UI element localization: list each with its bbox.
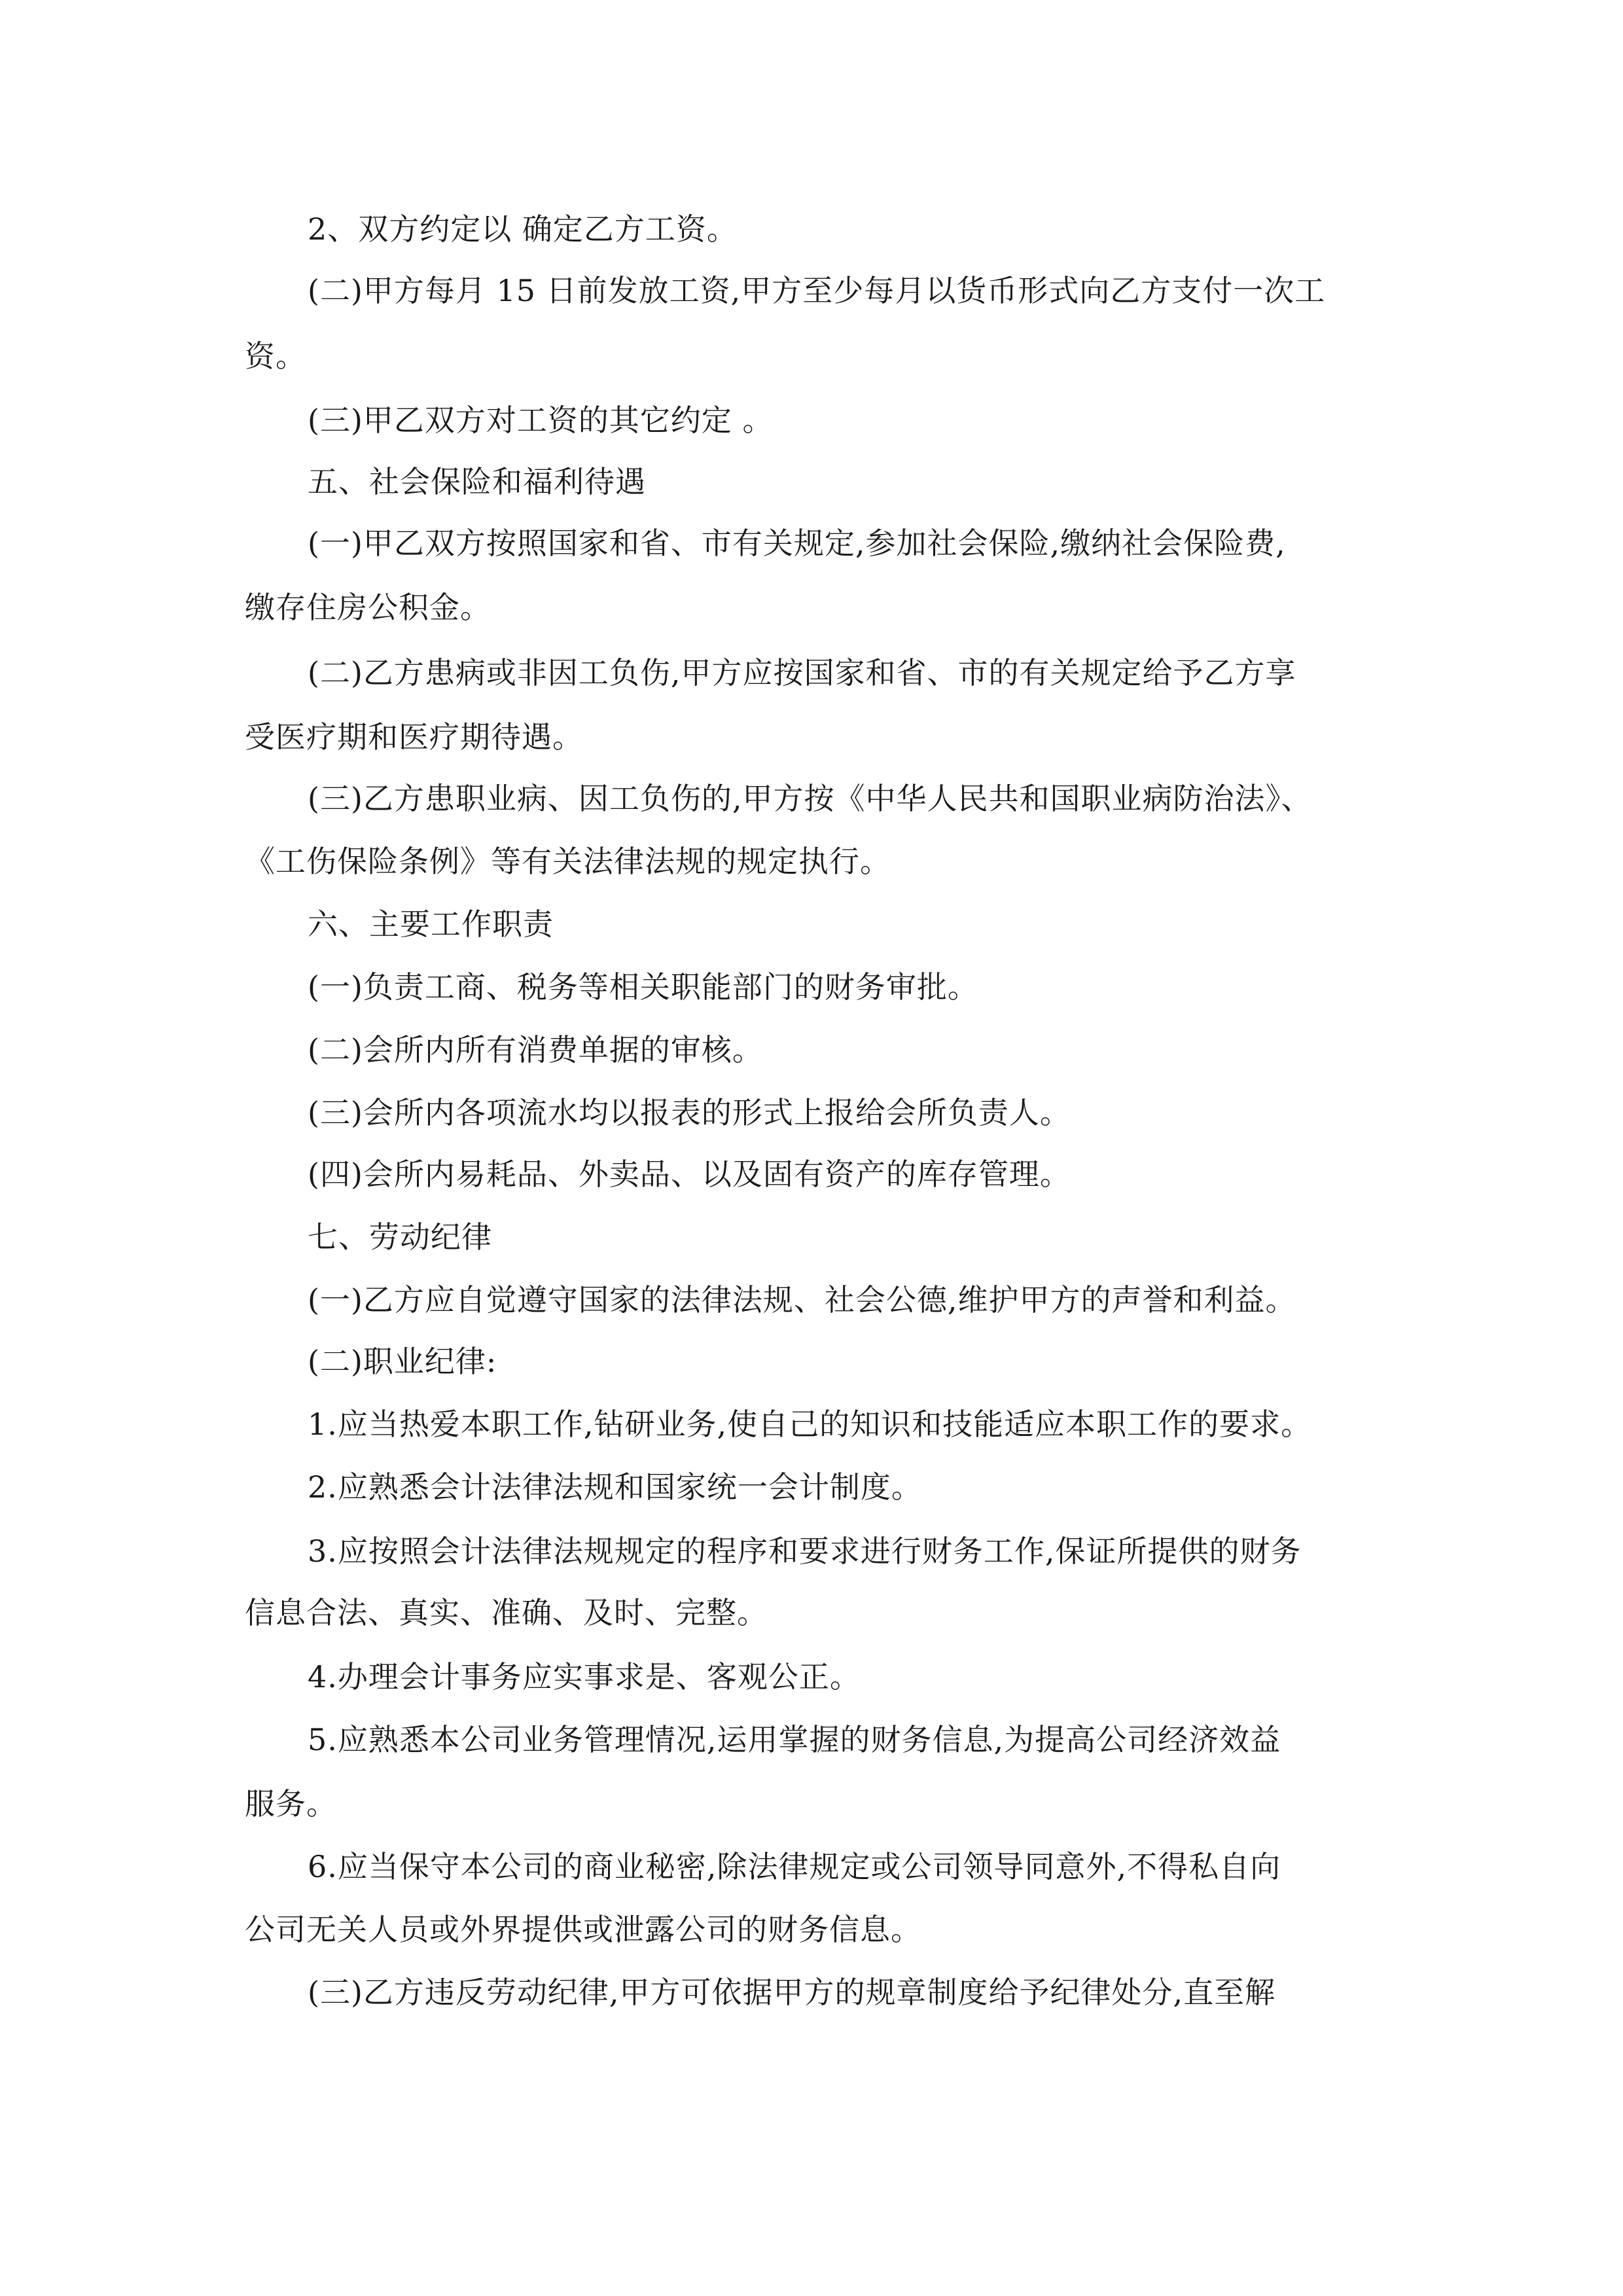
text-line: (一)负责工商、税务等相关职能部门的财务审批。 [308, 969, 978, 1005]
section-heading: 七、劳动纪律 [308, 1219, 492, 1255]
text-line: (二)职业纪律: [308, 1344, 497, 1379]
text-line: 公司无关人员或外界提供或泄露公司的财务信息。 [245, 1912, 921, 1947]
text-line: 2、双方约定以 确定乙方工资。 [308, 211, 738, 247]
text-line: (二)会所内所有消费单据的审核。 [308, 1032, 763, 1067]
text-line: 1.应当热爱本职工作,钻研业务,使自己的知识和技能适应本职工作的要求。 [308, 1407, 1312, 1442]
text-line: 资。 [245, 338, 306, 374]
text-line: 信息合法、真实、准确、及时、完整。 [245, 1595, 768, 1630]
text-line: (三)会所内各项流水均以报表的形式上报给会所负责人。 [308, 1095, 1071, 1130]
text-line: 4.办理会计事务应实事求是、客观公正。 [308, 1659, 861, 1695]
text-line: (四)会所内易耗品、外卖品、以及固有资产的库存管理。 [308, 1157, 1071, 1192]
text-line: (一)甲乙双方按照国家和省、市有关规定,参加社会保险,缴纳社会保险费, [308, 526, 1286, 561]
text-line: (二)乙方患病或非因工负伤,甲方应按国家和省、市的有关规定给予乙方享 [308, 655, 1296, 691]
text-line: 缴存住房公积金。 [245, 590, 491, 625]
text-line: 6.应当保守本公司的商业秘密,除法律规定或公司领导同意外,不得私自向 [308, 1849, 1281, 1884]
text-line: (三)甲乙双方对工资的其它约定 。 [308, 403, 774, 438]
text-line: 服务。 [245, 1786, 337, 1821]
text-line: 《工伤保险条例》等有关法律法规的规定执行。 [245, 844, 891, 879]
text-line: 2.应熟悉会计法律法规和国家统一会计制度。 [308, 1469, 922, 1505]
text-line: 5.应熟悉本公司业务管理情况,运用掌握的财务信息,为提高公司经济效益 [308, 1722, 1281, 1757]
text-line: 3.应按照会计法律法规规定的程序和要求进行财务工作,保证所提供的财务 [308, 1534, 1302, 1569]
text-line: (三)乙方违反劳动纪律,甲方可依据甲方的规章制度给予纪律处分,直至解 [308, 1975, 1276, 2010]
section-heading: 六、主要工作职责 [308, 906, 554, 942]
text-line: (三)乙方患职业病、因工负伤的,甲方按《中华人民共和国职业病防治法》、 [308, 781, 1312, 816]
text-line: (一)乙方应自觉遵守国家的法律法规、社会公德,维护甲方的声誉和利益。 [308, 1282, 1296, 1318]
text-line: (二)甲方每月 15 日前发放工资,甲方至少每月以货币形式向乙方支付一次工 [308, 273, 1326, 308]
text-line: 受医疗期和医疗期待遇。 [245, 719, 583, 755]
section-heading: 五、社会保险和福利待遇 [308, 464, 646, 499]
